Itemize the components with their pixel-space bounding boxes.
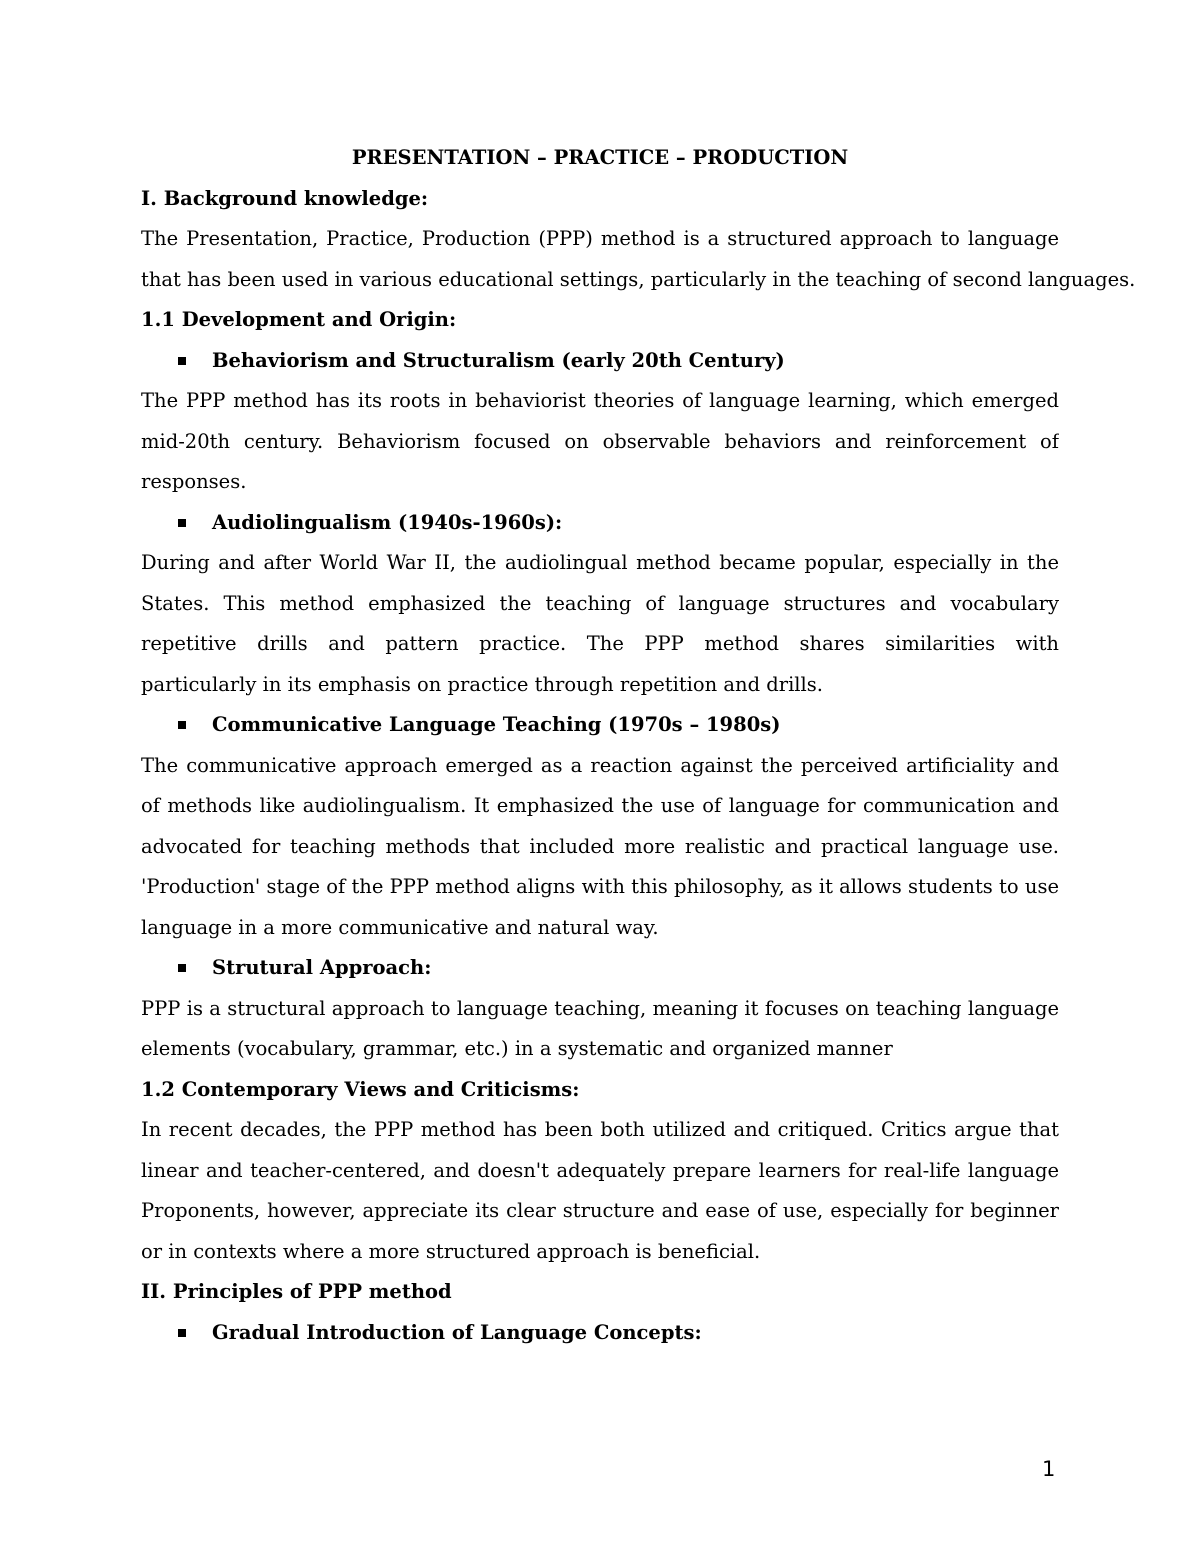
square-bullet-icon	[178, 519, 186, 527]
paragraph-line: In recent decades, the PPP method has been both utilized and critiqued. Critics argue that	[141, 1118, 1059, 1141]
paragraph-line: particularly in its emphasis on practice through repetition and drills.	[141, 672, 823, 696]
page-content	[141, 138, 1136, 1353]
bullet-item-behaviorism	[141, 341, 1059, 382]
paragraph-line: During and after World War II, the audiolingual method became popular, especially in the	[141, 551, 1059, 574]
bullet-item-audiolingualism	[141, 503, 1059, 544]
bullet-label: Audiolingualism (1940s-1960s):	[212, 510, 563, 534]
paragraph-line: 'Production' stage of the PPP method aligns with this philosophy, as it allows students to use	[141, 875, 1059, 898]
paragraph-line: of methods like audiolingualism. It emphasized the use of language for communication and	[141, 794, 1059, 817]
paragraph-line: Proponents, however, appreciate its clear structure and ease of use, especially for beginner	[141, 1199, 1059, 1222]
paragraph-line: PPP is a structural approach to language teaching, meaning it focuses on teaching language	[141, 996, 1059, 1020]
subsection-heading-development: 1.1 Development and Origin:	[141, 308, 457, 331]
square-bullet-icon	[178, 357, 186, 365]
paragraph-line: responses.	[141, 470, 247, 493]
paragraph-line: linear and teacher-centered, and doesn't adequately prepare learners for real-life language	[141, 1158, 1059, 1182]
paragraph-line: States. This method emphasized the teaching of language structures and vocabulary	[141, 591, 1059, 615]
bullet-label: Communicative Language Teaching (1970s – 1980s)	[212, 713, 781, 736]
section-heading-background: I. Background knowledge:	[141, 186, 429, 210]
bullet-item-gradual	[141, 1313, 1059, 1354]
paragraph-line: language in a more communicative and natural way.	[141, 915, 659, 939]
paragraph-line: The Presentation, Practice, Production (PPP) method is a structured approach to language	[141, 227, 1059, 250]
paragraph-line: The communicative approach emerged as a reaction against the perceived artificiality and	[141, 753, 1059, 777]
section-heading-principles: II. Principles of PPP method	[141, 1280, 452, 1303]
paragraph-line: mid-20th century. Behaviorism focused on observable behaviors and reinforcement of	[141, 429, 1059, 453]
square-bullet-icon	[178, 1329, 186, 1337]
paragraph-line: repetitive drills and pattern practice. The PPP method shares similarities with	[141, 632, 1059, 655]
bullet-label: Strutural Approach:	[212, 956, 432, 979]
page-number: 1	[1042, 1457, 1056, 1481]
paragraph-line: elements (vocabulary, grammar, etc.) in a systematic and organized manner	[141, 1037, 893, 1060]
bullet-item-structural	[141, 948, 1059, 989]
document-title: PRESENTATION – PRACTICE – PRODUCTION	[351, 146, 849, 169]
paragraph-line: that has been used in various educational settings, particularly in the teaching of second languages.	[141, 267, 1136, 291]
square-bullet-icon	[178, 964, 186, 972]
paragraph-line: advocated for teaching methods that included more realistic and practical language use.	[141, 834, 1059, 858]
bullet-label: Gradual Introduction of Language Concepts:	[212, 1320, 702, 1344]
square-bullet-icon	[178, 721, 186, 729]
paragraph-line: The PPP method has its roots in behaviorist theories of language learning, which emerged	[141, 389, 1059, 412]
paragraph-line: or in contexts where a more structured approach is beneficial.	[141, 1239, 761, 1263]
bullet-item-communicative	[141, 705, 1059, 746]
bullet-label: Behaviorism and Structuralism (early 20th Century)	[212, 348, 785, 372]
subsection-heading-contemporary: 1.2 Contemporary Views and Criticisms:	[141, 1077, 580, 1101]
